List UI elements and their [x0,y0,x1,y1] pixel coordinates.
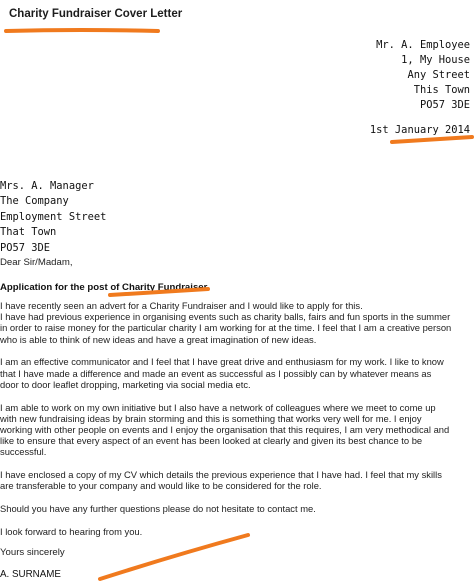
paragraph-4 [0,469,472,491]
paragraph-gap [0,514,472,526]
salutation: Dear Sir/Madam, [0,257,73,268]
date-underline [392,137,472,142]
body-line: in order to raise money for the particular charity I am working for at the time. I feel that I am a creative person [0,322,452,334]
body-line: like to ensure that every aspect of an event has been looked at clearly and given its best chance to be [0,435,423,447]
recipient-name: Mrs. A. Manager [0,180,94,192]
paragraph-gap [0,390,472,402]
body-line: Should you have any further questions please do not hesitate to contact me. [0,503,316,515]
body-line: I have had previous experience in organising events such as charity balls, fairs and fun sports in the summer [0,311,451,323]
body-line: door to door leaflet dropping, marketing via social media etc. [0,378,251,390]
sender-postcode: PO57 3DE [419,99,470,111]
sender-street: Any Street [407,69,470,81]
recipient-address [0,179,106,256]
body-line: I have enclosed a copy of my CV which details the previous experience that I have had. I feel that my skills [0,469,442,481]
recipient-street: Employment Street [0,210,107,223]
body-line: are transferable to your company and would like to be considered for the role. [0,480,322,492]
body-line: that I have made a difference and made an event as successful as I possibly can by whatever means as [0,367,432,379]
body-line: successful. [0,446,47,458]
signature-underline [100,535,248,579]
recipient-postcode: PO57 3DE [0,241,51,254]
paragraph-2 [0,356,472,390]
sender-town: This Town [413,84,470,96]
letter-date: 1st January 2014 [369,124,470,136]
paragraph-gap [0,492,472,504]
paragraph-5 [0,503,472,514]
sender-address [376,38,470,113]
title-underline [6,30,158,31]
recipient-town: That Town [0,226,57,239]
body-line: I am able to work on my own initiative but I also have a network of colleagues where we meet to come up [0,401,436,413]
subject-line: Application for the post of Charity Fundraiser [0,282,208,293]
body-line: I have recently seen an advert for a Charity Fundraiser and I would like to apply for this. [0,300,363,311]
letter-body [0,300,472,537]
body-line: with new fundraising ideas by brain storming and this is something that works very well for me. I enjoy [0,412,422,424]
paragraph-gap [0,345,472,357]
paragraph-3 [0,402,472,458]
body-line: working with other people on events and I enjoy the organisation that this requires, I am very methodical and [0,424,450,436]
sender-name: Mr. A. Employee [376,39,470,51]
body-line: who is able to think of new ideas and have a great imagination of new ideas. [0,333,317,345]
paragraph-gap [0,458,472,470]
closing: Yours sincerely [0,547,65,558]
body-line: I am an effective communicator and I feel that I have great drive and enthusiasm for my work. I like to know [0,356,444,368]
paragraph-6 [0,526,472,537]
sender-address-line: 1, My House [401,54,470,66]
paragraph-1 [0,300,472,345]
signature: A. SURNAME [0,569,61,580]
body-line: I look forward to hearing from you. [0,526,143,538]
document-title: Charity Fundraiser Cover Letter [9,8,183,20]
recipient-company: The Company [0,195,69,208]
